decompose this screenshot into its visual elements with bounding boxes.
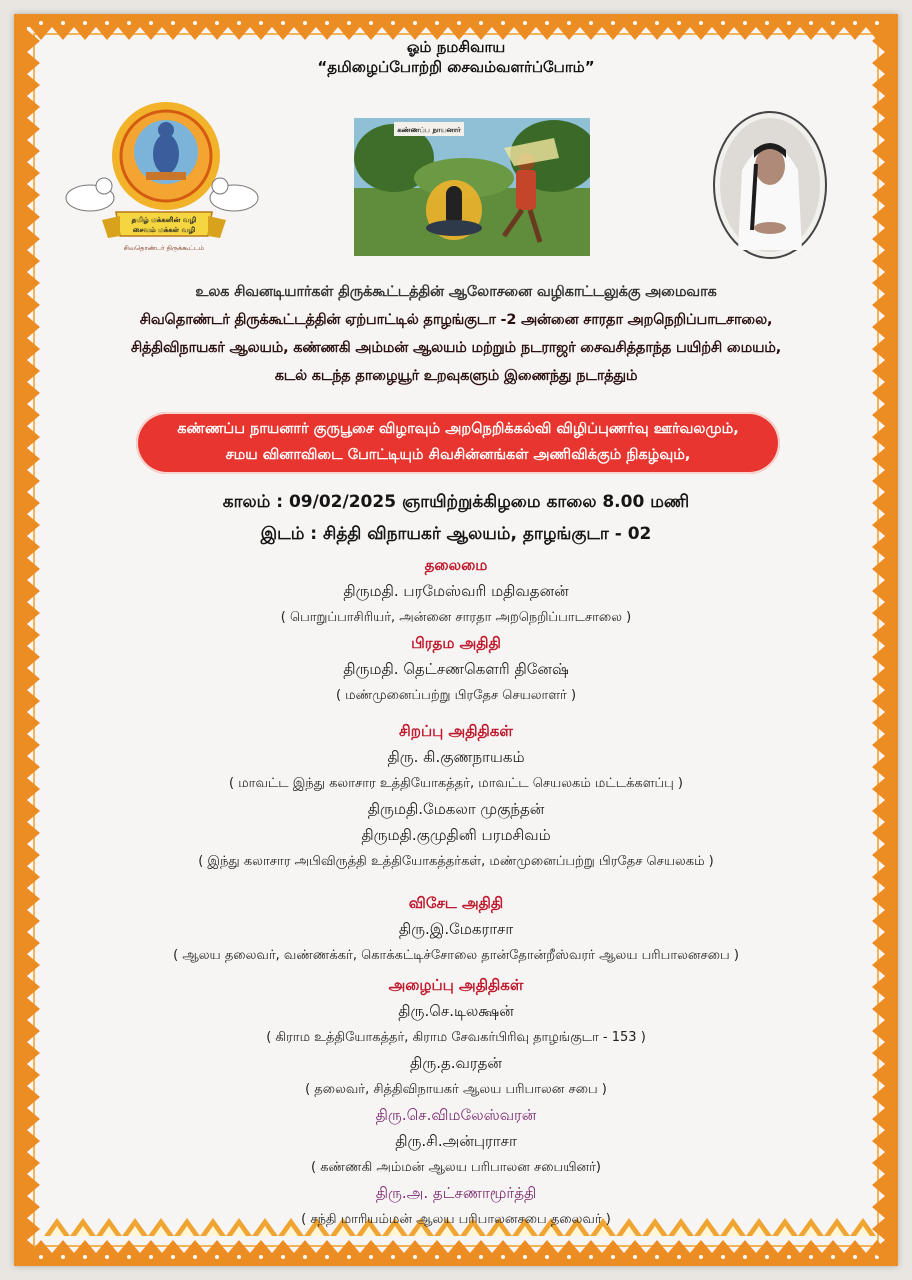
guest-designation: ( மண்முனைப்பற்று பிரதேச செயலாளர் ) xyxy=(335,688,577,703)
event-title-banner xyxy=(136,412,780,474)
banner-line-2: சமய வினாவிடை போட்டியும் சிவசின்னங்கள் அணிவிக்கும் நிகழ்வும், xyxy=(225,447,691,463)
om-header: ஓம் நமசிவாய xyxy=(406,38,506,56)
guest-name: திரு.சி.அன்புராசா xyxy=(395,1132,517,1150)
logo-footer: சிவதொண்டர் திருக்கூட்டம் xyxy=(123,244,205,252)
guest-name: திரு. கி.குணநாயகம் xyxy=(387,748,525,766)
guest-name: திருமதி.மேகலா முகுந்தன் xyxy=(367,800,545,818)
guest-designation: ( மாவட்ட இந்து கலாசார உத்தியோகத்தர், மாவட்ட செயலகம் மட்டக்களப்பு ) xyxy=(229,776,683,791)
banner-line-1: கண்ணப்ப நாயனார் குருபூசை விழாவும் அறநெறிக்கல்வி விழிப்புணர்வு ஊர்வலமும், xyxy=(177,421,739,437)
event-place: இடம் : சித்தி விநாயகர் ஆலயம், தாழங்குடா - 02 xyxy=(260,524,652,544)
motto: “தமிழைப்போற்றி சைவம்வளர்ப்போம்” xyxy=(317,58,595,76)
guest-name: திருமதி. பரமேஸ்வரி மதிவதனன் xyxy=(343,582,569,600)
center-picture-caption: கண்ணப்ப நாயனார் xyxy=(397,126,461,134)
section-heading: அழைப்பு அதிதிகள் xyxy=(388,976,524,994)
section-heading: சிறப்பு அதிதிகள் xyxy=(399,722,513,740)
guest-name: திருமதி.குமுதினி பரமசிவம் xyxy=(361,826,551,844)
section-heading: பிரதம அதிதி xyxy=(411,634,501,652)
guest-designation: ( கிராம உத்தியோகத்தர், கிராம சேவகர்பிரிவு தாழங்குடா - 153 ) xyxy=(266,1030,646,1045)
organizer-line-4: கடல் கடந்த தாழையூர் உறவுகளும் இணைந்து நடாத்தும் xyxy=(274,368,638,384)
section-heading: தலைமை xyxy=(424,556,488,574)
logo-ribbon-line2: சைவம் மக்கள் வழி xyxy=(132,226,196,234)
logo-ribbon-line1: தமிழ் மக்களின் வழி xyxy=(131,216,197,224)
organizer-line-3: சித்திவிநாயகர் ஆலயம், கண்ணகி அம்மன் ஆலயம் மற்றும் நடராஜர் சைவசித்தாந்த பயிற்சி மையம், xyxy=(130,340,782,356)
guest-designation: ( ஆலய தலைவர், வண்ணக்கர், கொக்கட்டிச்சோலை தான்தோன்றீஸ்வரர் ஆலய பரிபாலனசபை ) xyxy=(173,948,739,963)
guest-designation: ( பொறுப்பாசிரியர், அன்னை சாரதா அறநெறிப்பாடசாலை ) xyxy=(280,610,632,625)
guest-designation: ( சந்தி மாரியம்மன் ஆலய பரிபாலனசபை தலைவர் ) xyxy=(301,1212,611,1227)
guest-name: திரு.இ.மேகராசா xyxy=(398,920,514,938)
guest-designation: ( தலைவர், சித்திவிநாயகர் ஆலய பரிபாலன சபை ) xyxy=(305,1082,607,1097)
guest-name: திரு.செ.டிலக்ஷன் xyxy=(398,1002,514,1020)
guest-name: திருமதி. தெட்சணகௌரி தினேஷ் xyxy=(343,660,569,678)
section-heading: விசேட அதிதி xyxy=(408,894,504,912)
guest-designation: ( இந்து கலாசார அபிவிருத்தி உத்தியோகத்தர்கள், மண்முனைப்பற்று பிரதேச செயலகம் ) xyxy=(198,854,714,869)
event-time: காலம் : 09/02/2025 ஞாயிற்றுக்கிழமை காலை 8.00 மணி xyxy=(222,492,690,512)
kannappa-nayanar-picture-icon xyxy=(354,118,590,256)
organizer-line-1: உலக சிவனடியார்கள் திருக்கூட்டத்தின் ஆலோசனை வழிகாட்டலுக்கு அமைவாக xyxy=(195,284,717,300)
invitation-sheet xyxy=(14,14,898,1266)
guest-name: திரு.அ. தட்சணாமூர்த்தி xyxy=(375,1184,537,1202)
guest-name: திரு.செ.விமலேஸ்வரன் xyxy=(375,1106,537,1124)
guest-designation: ( கண்ணகி அம்மன் ஆலய பரிபாலன சபையினர்) xyxy=(310,1160,602,1175)
temple-logo-icon xyxy=(62,94,262,254)
guest-name: திரு.த.வரதன் xyxy=(410,1054,502,1072)
sarada-devi-portrait-icon xyxy=(712,110,828,260)
organizer-line-2: சிவதொண்டர் திருக்கூட்டத்தின் ஏற்பாட்டில் தாழங்குடா -2 அன்னை சாரதா அறநெறிப்பாடசாலை, xyxy=(139,312,773,328)
